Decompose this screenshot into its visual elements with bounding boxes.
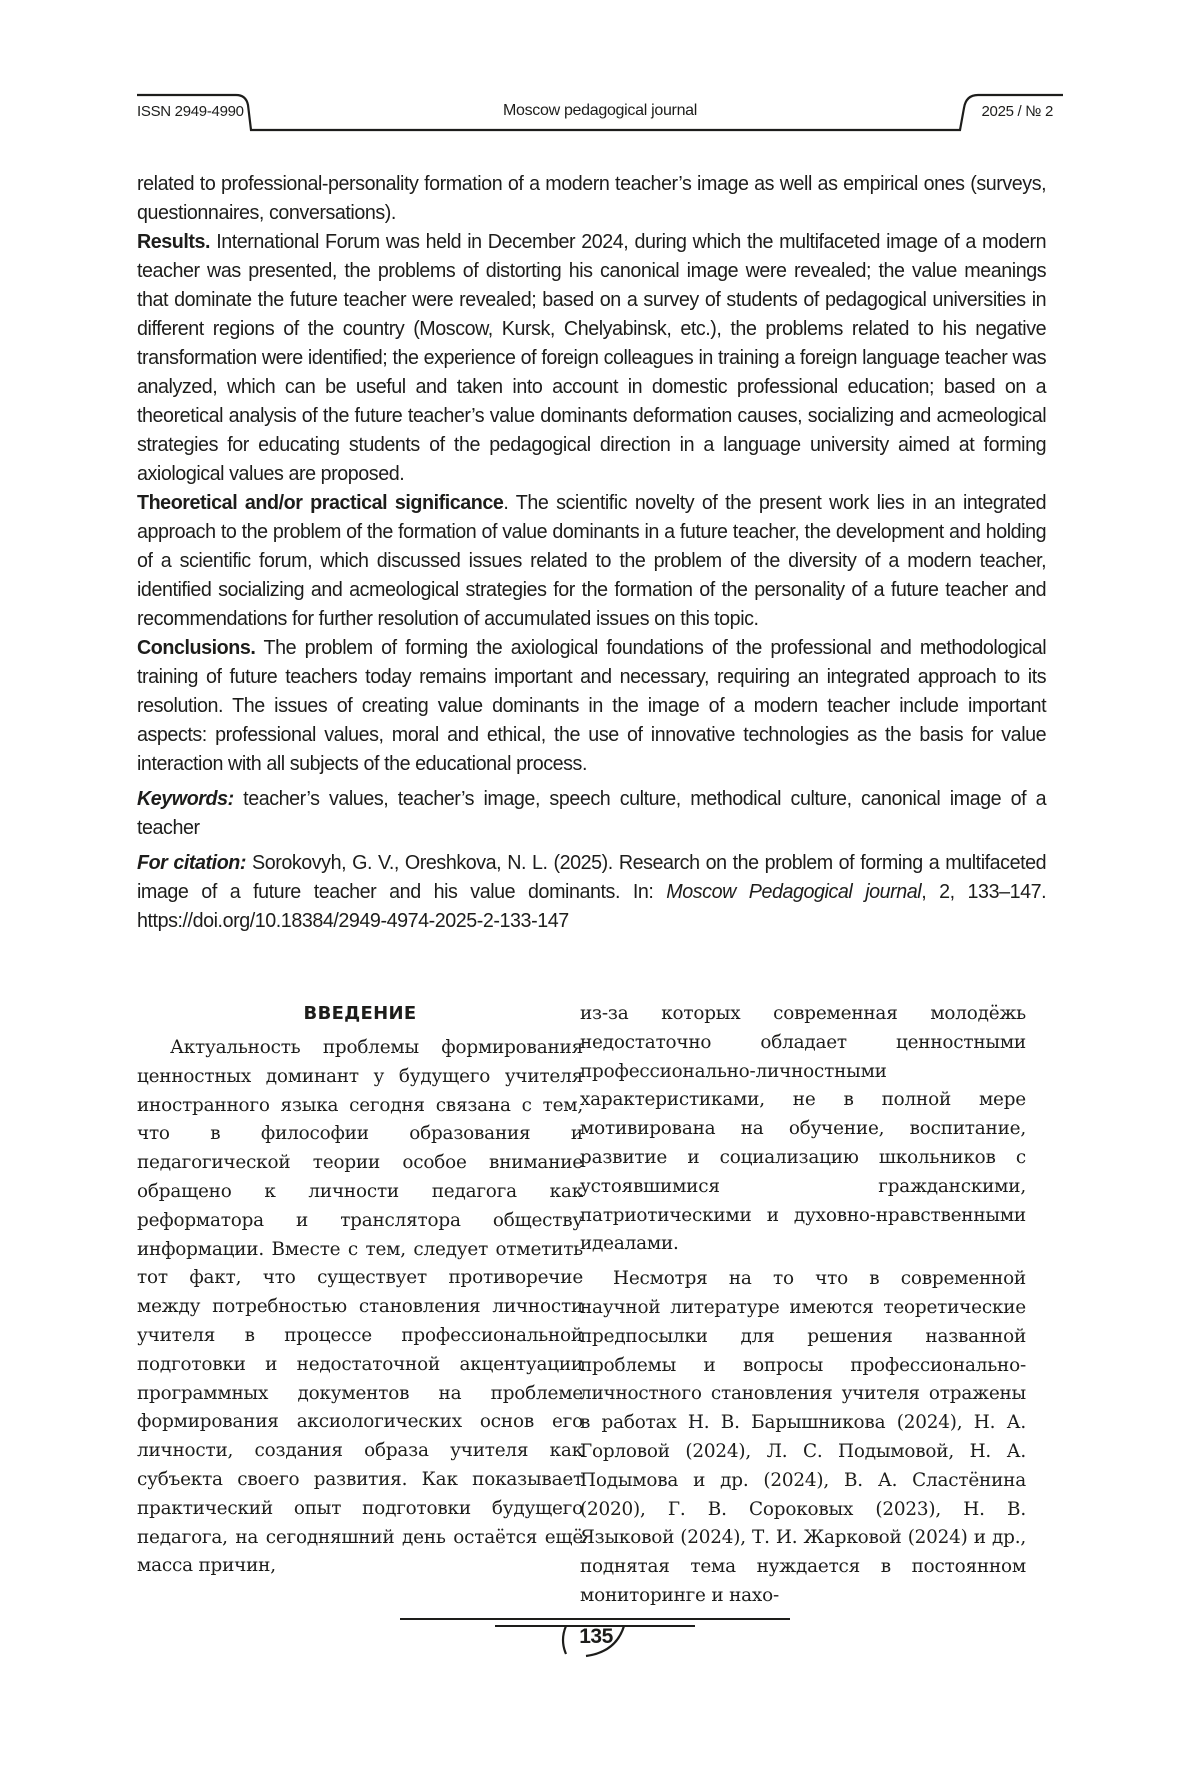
header-issn: ISSN 2949-4990	[137, 103, 244, 120]
conclusions-label: Conclusions.	[137, 637, 256, 659]
abstract-keywords: Keywords: teacher’s values, teacher’s image, speech culture, methodical culture, canonical image of a teacher	[137, 788, 1047, 839]
abstract	[137, 170, 1046, 936]
abstract-intro: related to professional-personality formation of a modern teacher’s image as well as empirical ones (surveys, questionnaires, conversations).	[137, 173, 1047, 224]
citation-label: For citation:	[137, 852, 247, 874]
abstract-conclusions: Conclusions. The problem of forming the axiological foundations of the professional and methodological training of future teachers today remains important and necessary, requiring an integrated approach to its resolution. The issues of creating value dominants in the image of a modern teacher include important aspects: professional values, moral and ethical, the use of innovative technologies as the basis for value interaction with all subjects of the educational process.	[137, 637, 1047, 775]
body-paragraph: Актуальность проблемы формирования ценностных доминант у будущего учителя иностранного языка сегодня связана с тем, что в философии образования и педагогической теории особое внимание обращено к личности педагога как реформатора и транслятора обществу информации. Вместе с тем, следует отметить тот факт, что существует противоречие между потребностью становления личности учителя в процессе профессиональной подготовки и недостаточной акцентуации программных документов на проблеме формирования аксиологических основ его личности, создания образа учителя как субъекта своего развития. Как показывает практический опыт подготовки будущего педагога, на сегодняшний день остаётся ещё масса причин,	[137, 1037, 583, 1577]
results-label: Results.	[137, 231, 211, 253]
significance-label: Theoretical and/or practical significance	[137, 492, 504, 514]
running-header	[0, 0, 1200, 150]
header-issue: 2025 / № 2	[981, 103, 1053, 120]
abstract-results: Results. International Forum was held in December 2024, during which the multifaceted image of a modern teacher was presented, the problems of distorting his canonical image were revealed; the value meanings that dominate the future teacher were revealed; based on a survey of students of pedagogical universities in different regions of the country (Moscow, Kursk, Chelyabinsk, etc.), the problems related to his negative transformation were identified; the experience of foreign colleagues in training a foreign language teacher was analyzed, which can be useful and taken into account in domestic professional education; based on a theoretical analysis of the future teacher’s value dominants deformation causes, socializing and acmeological strategies for educating students of the pedagogical direction in a language university aimed at forming axiological values are proposed.	[137, 231, 1047, 485]
header-journal-title: Moscow pedagogical journal	[502, 102, 698, 119]
body-left-column	[137, 1000, 583, 1581]
header-rule-decoration	[0, 0, 1200, 150]
body-right-column	[580, 1000, 1026, 1611]
keywords-label: Keywords:	[137, 788, 234, 810]
section-title: ВВЕДЕНИЕ	[303, 1003, 417, 1024]
body-paragraph: Несмотря на то что в современной научной литературе имеются теоретические предпосылки для решения названной проблемы и вопросы профессионально-личностного становления учителя отражены в работах Н. В. Барышникова (2024), Н. А. Горловой (2024), Л. С. Подымовой, Н. А. Подымова и др. (2024), В. А. Сластёнина (2020), Г. В. Сороковых (2023), Н. В. Языковой (2024), Т. И. Жарковой (2024) и др., поднятая тема нуждается в постоянном мониторинге и нахо-	[580, 1268, 1026, 1606]
body-paragraph-continuation: из-за которых современная молодёжь недостаточно обладает ценностными профессионально-личностными характеристиками, не в полной мере мотивирована на обучение, воспитание, развитие и социализацию школьников с устоявшимися гражданскими, патриотическими и духовно-нравственными идеалами.	[580, 1003, 1026, 1255]
abstract-significance: Theoretical and/or practical significance. The scientific novelty of the present work lies in an integrated approach to the problem of the formation of value dominants in a future teacher, the development and holding of a scientific forum, which discussed issues related to the problem of the diversity of a modern teacher, identified socializing and acmeological strategies for the formation of the personality of a future teacher and recommendations for further resolution of accumulated issues on this topic.	[137, 492, 1047, 630]
abstract-citation: For citation: Sorokovyh, G. V., Oreshkova, N. L. (2025). Research on the problem of forming a multifaceted image of a future teacher and his value dominants. In: Moscow Pedagogical journal, 2, 133–147. https://doi.org/10.18384/2949-4974-2025-2-133-147	[137, 852, 1047, 932]
citation-journal: Moscow Pedagogical journal	[666, 881, 922, 903]
page-number: 135	[579, 1625, 613, 1648]
